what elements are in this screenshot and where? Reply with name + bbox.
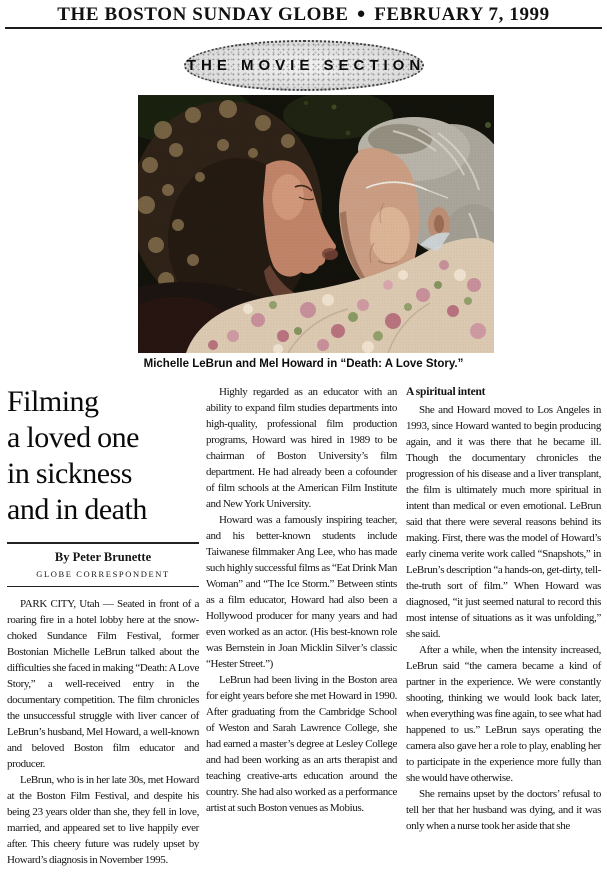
section-subhead: A spiritual intent (406, 386, 486, 398)
paragraph: Howard was a famously inspiring teacher, and his better-known students include Taiwanese filmmaker Ang Lee, who has made such highly successful films as “Eat Drink Man Woman” and “The Ice Storm.” Between stints as a film educator, Howard had also been a Hollywood producer for many years and had even worked as an actor. (His best-known role was Bernstein in Joan Micklin Silver’s classic “Hester Street.”) (206, 514, 397, 670)
paragraph: She remains upset by the doctors’ refusal to tell her that her husband was dying, and it was only when a nurse took her aside that she (406, 788, 601, 832)
article-headline (7, 384, 199, 528)
paragraph: After a while, when the intensity increased, LeBrun said “the camera became a kind of partner in the experience. We were constantly shooting, thinking we would look back later, when everything was fine again, to see what had happened to us.” LeBrun says operating the camera also gave her a role to play, enabling her to participate in the experience more fully than she would have otherwise. (406, 644, 601, 784)
byline-block (7, 542, 199, 587)
byline-author: By Peter Brunette (54, 550, 152, 564)
paragraph: She and Howard moved to Los Angeles in 1993, since Howard wanted to begin producing again, and it was there that he became ill. Though the documentary chronicles the progression of his disease and a liver transplant, the film is ultimately much more spiritual in intent than medical or even emotional. LeBrun said that there were several reasons behind its making. First, there was the model of Howard’s early cinema verite work called “Snapshots,” in LeBrun’s description “a hands-on, get-dirty, tell-the-truth sort of film.” When Howard was diagnosed, “it just seemed natural to record this most intense of situations as it was unfolding,” she said. (406, 404, 601, 640)
masthead (0, 4, 607, 26)
column-middle (206, 384, 397, 816)
headline-line: in sickness (7, 457, 132, 490)
masthead-date: FEBRUARY 7, 1999 (374, 4, 550, 25)
headline-line: a loved one (7, 421, 139, 454)
column-left (7, 384, 199, 868)
masthead-rule (5, 27, 602, 29)
article-photo (138, 95, 494, 353)
paragraph: Highly regarded as an educator with an ability to expand film studies departments into high-quality, professional film production programs, Howard was hired in 1989 to be chairman of Boston University’s film department. He had already been a cofounder of film schools at the American Film Institute and New York University. (206, 386, 397, 510)
headline-line: Filming (7, 385, 99, 418)
column-right (406, 384, 601, 834)
section-banner (184, 40, 424, 91)
paragraph: LeBrun, who is in her late 30s, met Howard at the Boston Film Festival, and despite his being 23 years older than she, they fell in love, married, and appeared set to live happily ever after. This cheery future was rudely upset by Howard’s diagnosis in November 1995. (7, 774, 199, 866)
headline-line: and in death (7, 493, 147, 526)
masthead-bullet-icon: ● (356, 6, 367, 22)
photo-illustration (138, 95, 494, 353)
paragraph-dateline-lead: PARK CITY, Utah — Seated in front of a roaring fire in a hotel lobby here at the snow-choked Sundance Film Festival, former Bostonian Michelle LeBrun talked about the difficulties she faced in making “Death: A Love Story,” a well-received entry in the documentary competition. The film chronicles the unsuccessful struggle with liver cancer of LeBrun’s husband, Mel Howard, a well-known and beloved Boston film educator and producer. (7, 598, 199, 770)
masthead-title: THE BOSTON SUNDAY GLOBE (57, 4, 349, 25)
photo-caption: Michelle LeBrun and Mel Howard in “Death: A Love Story.” (143, 358, 464, 370)
byline-title: GLOBE CORRESPONDENT (36, 569, 170, 579)
section-banner-label: THE MOVIE SECTION (186, 57, 426, 74)
paragraph: LeBrun had been living in the Boston area for eight years before she met Howard in 1990. After graduating from the Cambridge School of Weston and Sarah Lawrence College, she had earned a master’s degree at Lesley College and had been working as an arts therapist and teaching creative-arts education around the country. She had also worked as a performance artist at such Boston venues as Mobius. (206, 674, 397, 814)
